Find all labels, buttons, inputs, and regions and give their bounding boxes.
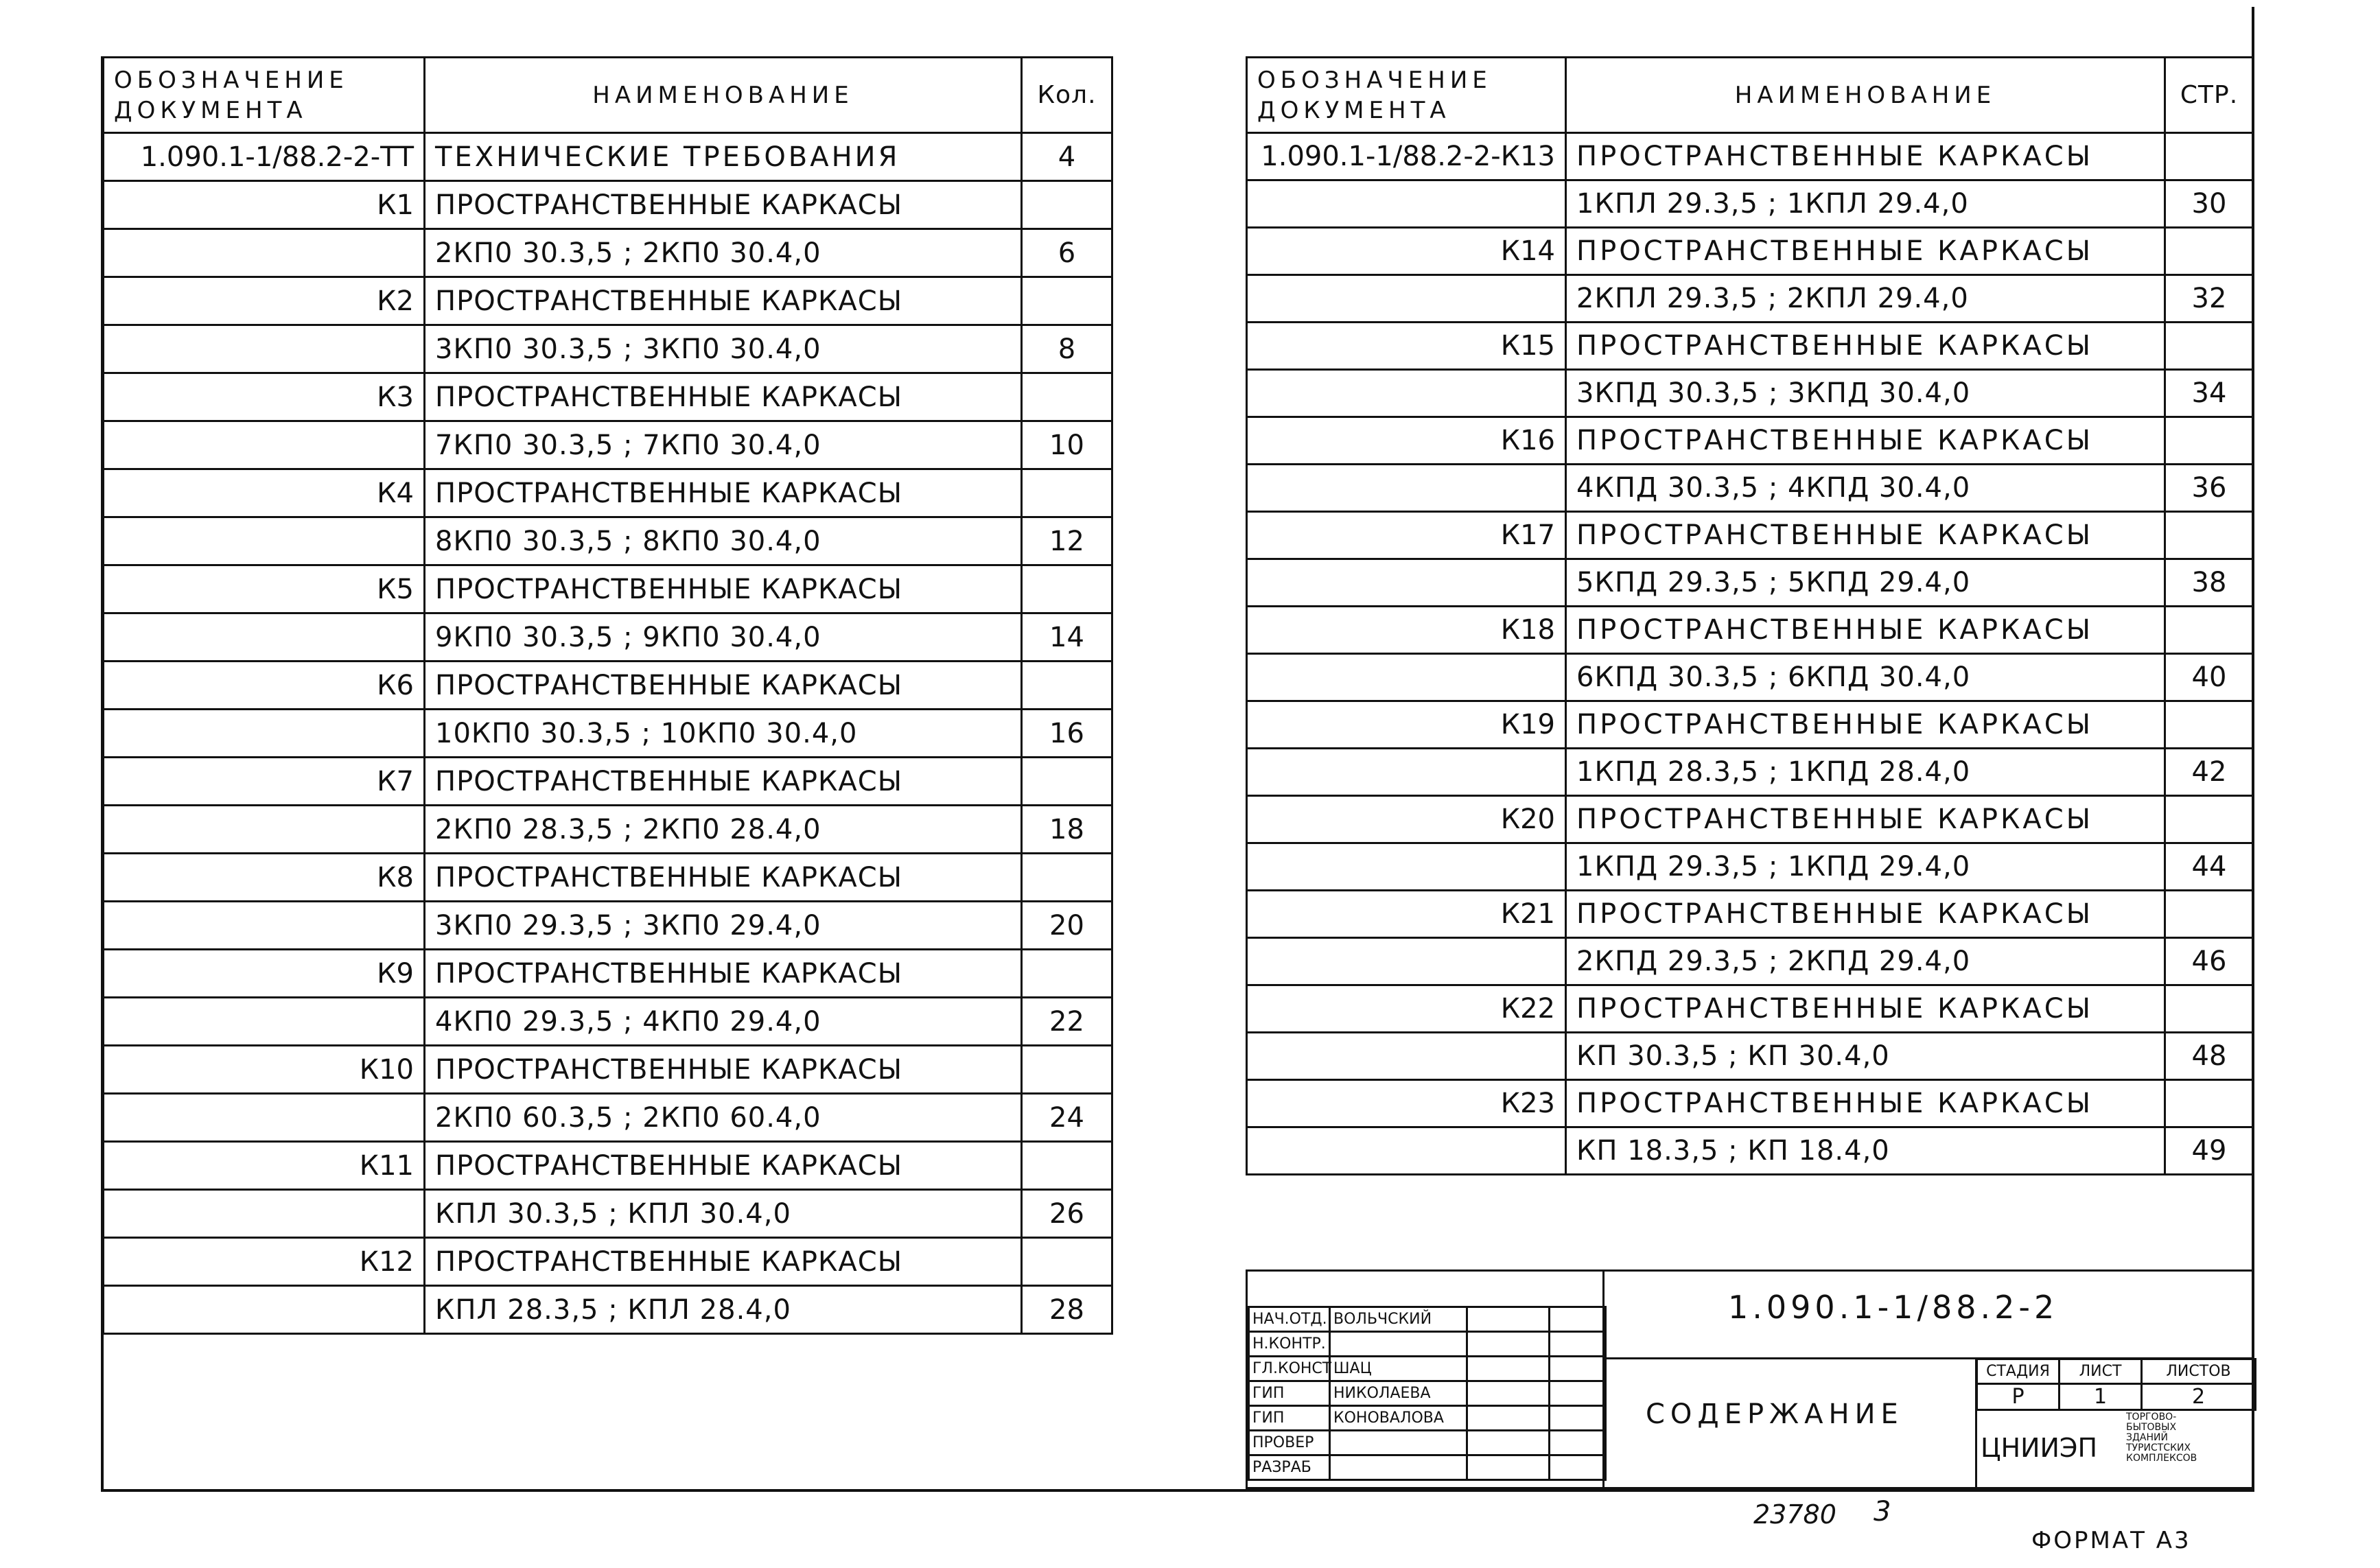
row-designation: К15 [1247,323,1566,370]
row-value [2165,512,2254,559]
signature-name: НИКОЛАЕВА [1330,1381,1467,1406]
signature-sign [1467,1357,1550,1381]
row-value [1022,565,1112,613]
table-row [104,1094,1112,1142]
signature-name: ШАЦ [1330,1357,1467,1381]
row-value: 12 [1022,517,1112,565]
row-value: 32 [2165,275,2254,323]
row-designation: К22 [1247,985,1566,1033]
table-row [1247,370,2254,417]
signature-role: Н.КОНТР. [1249,1332,1330,1357]
row-name: ПРОСТРАНСТВЕННЫЕ КАРКАСЫ [425,565,1022,613]
row-name: 1КПЛ 29.3,5 ; 1КПЛ 29.4,0 [1566,180,2165,228]
row-value [1022,469,1112,517]
stage-label: СТАДИЯ [1977,1359,2060,1384]
row-value: 8 [1022,325,1112,373]
row-value: 46 [2165,938,2254,985]
table-row [104,1286,1112,1334]
row-value: 18 [1022,806,1112,854]
row-name: 2КП0 30.3,5 ; 2КП0 30.4,0 [425,229,1022,277]
row-value: 36 [2165,465,2254,512]
stamp-number: 23780 [1753,1499,1836,1530]
row-name: 3КП0 29.3,5 ; 3КП0 29.4,0 [425,902,1022,950]
row-value: 28 [1022,1286,1112,1334]
row-designation [1247,180,1566,228]
row-value [2165,891,2254,938]
row-designation: К16 [1247,417,1566,465]
row-value: 16 [1022,710,1112,758]
table-row [1247,512,2254,559]
row-value [1022,854,1112,902]
signature-sign [1467,1307,1550,1332]
table-row [104,325,1112,373]
signature-name [1330,1332,1467,1357]
row-value: 4 [1022,133,1112,181]
row-value [1022,758,1112,806]
table-row [104,421,1112,469]
table-row [1247,1080,2254,1127]
signatures-table [1248,1306,1607,1481]
row-value [2165,228,2254,275]
row-value [2165,1080,2254,1127]
stage-value: Р [1977,1384,2060,1410]
row-name: 1КПД 28.3,5 ; 1КПД 28.4,0 [1566,749,2165,796]
row-value [1022,277,1112,325]
row-name: ТЕХНИЧЕСКИЕ ТРЕБОВАНИЯ [425,133,1022,181]
right-contents-table [1246,56,2254,1175]
row-designation [1247,654,1566,701]
row-name: ПРОСТРАНСТВЕННЫЕ КАРКАСЫ [425,181,1022,229]
row-designation: К23 [1247,1080,1566,1127]
row-name: ПРОСТРАНСТВЕННЫЕ КАРКАСЫ [1566,891,2165,938]
row-designation [1247,1127,1566,1175]
row-designation: К1 [104,181,425,229]
row-designation: К12 [104,1238,425,1286]
row-value: 22 [1022,998,1112,1046]
organization-subtitle-line: КОМПЛЕКСОВ [2126,1453,2197,1464]
row-designation [1247,559,1566,607]
signature-date [1550,1332,1606,1357]
table-row [104,1190,1112,1238]
table-row [1247,133,2254,180]
row-name: ПРОСТРАНСТВЕННЫЕ КАРКАСЫ [425,1238,1022,1286]
header-designation: ОБОЗНАЧЕНИЕ ДОКУМЕНТА [1247,58,1566,133]
signature-name: ВОЛЬЧСКИЙ [1330,1307,1467,1332]
sheets-label: ЛИСТОВ [2142,1359,2256,1384]
table-row [1247,228,2254,275]
page-number: 3 [1874,1496,1891,1528]
row-name: 2КПД 29.3,5 ; 2КПД 29.4,0 [1566,938,2165,985]
table-row [104,1142,1112,1190]
row-designation [1247,275,1566,323]
row-designation: К20 [1247,796,1566,843]
row-value [1022,1046,1112,1094]
row-designation: К18 [1247,607,1566,654]
table-row [104,373,1112,421]
signature-row [1249,1455,1606,1480]
table-row [104,613,1112,662]
sheet-value: 1 [2060,1384,2142,1410]
row-value [1022,662,1112,710]
signature-role: РАЗРАБ [1249,1455,1330,1480]
stage-table [1976,1358,2256,1411]
document-title: СОДЕРЖАНИЕ [1646,1399,1904,1430]
signature-sign [1467,1455,1550,1480]
left-contents-table [102,56,1113,1335]
row-designation [104,613,425,662]
row-value: 6 [1022,229,1112,277]
signature-row [1249,1357,1606,1381]
table-row [1247,323,2254,370]
signature-row [1249,1381,1606,1406]
row-designation [104,1190,425,1238]
row-value: 14 [1022,613,1112,662]
row-name: КПЛ 28.3,5 ; КПЛ 28.4,0 [425,1286,1022,1334]
row-value: 49 [2165,1127,2254,1175]
table-row [1247,796,2254,843]
row-name: ПРОСТРАНСТВЕННЫЕ КАРКАСЫ [1566,607,2165,654]
row-name: 10КП0 30.3,5 ; 10КП0 30.4,0 [425,710,1022,758]
row-designation: К11 [104,1142,425,1190]
table-row [104,854,1112,902]
organization: ЦНИИЭП [1981,1433,2098,1463]
row-designation: 1.090.1-1/88.2-2-К13 [1247,133,1566,180]
signature-row [1249,1406,1606,1431]
table-row [1247,938,2254,985]
header-designation: ОБОЗНАЧЕНИЕ ДОКУМЕНТА [104,58,425,133]
row-name: ПРОСТРАНСТВЕННЫЕ КАРКАСЫ [425,854,1022,902]
table-row [1247,843,2254,891]
row-name: 4КП0 29.3,5 ; 4КП0 29.4,0 [425,998,1022,1046]
table-row [1247,1127,2254,1175]
header-page: СТР. [2165,58,2254,133]
row-designation [104,710,425,758]
signature-name [1330,1455,1467,1480]
organization-subtitle [2126,1412,2197,1464]
row-name: ПРОСТРАНСТВЕННЫЕ КАРКАСЫ [425,758,1022,806]
organization-subtitle-line: ЗДАНИЙ [2126,1432,2168,1443]
table-row [104,229,1112,277]
signature-role: ГИП [1249,1381,1330,1406]
signature-date [1550,1307,1606,1332]
row-name: ПРОСТРАНСТВЕННЫЕ КАРКАСЫ [1566,512,2165,559]
signature-date [1550,1357,1606,1381]
title-block [1246,1269,2252,1489]
signature-row [1249,1431,1606,1455]
row-name: ПРОСТРАНСТВЕННЫЕ КАРКАСЫ [425,950,1022,998]
table-row [1247,417,2254,465]
row-designation [104,1094,425,1142]
signature-role: НАЧ.ОТД. [1249,1307,1330,1332]
row-name: 2КПЛ 29.3,5 ; 2КПЛ 29.4,0 [1566,275,2165,323]
row-value: 30 [2165,180,2254,228]
row-name: ПРОСТРАНСТВЕННЫЕ КАРКАСЫ [1566,985,2165,1033]
table-row [104,469,1112,517]
signature-role: ПРОВЕР [1249,1431,1330,1455]
row-designation: 1.090.1-1/88.2-2-ТТ [104,133,425,181]
signature-sign [1467,1381,1550,1406]
row-value: 34 [2165,370,2254,417]
signature-role: ГИП [1249,1406,1330,1431]
sheet-label: ЛИСТ [2060,1359,2142,1384]
row-designation: К14 [1247,228,1566,275]
row-designation [1247,370,1566,417]
table-row [1247,701,2254,749]
row-designation: К3 [104,373,425,421]
table-row [1247,891,2254,938]
table-row [104,1238,1112,1286]
row-name: КП 18.3,5 ; КП 18.4,0 [1566,1127,2165,1175]
sheets-value: 2 [2142,1384,2256,1410]
row-designation [1247,843,1566,891]
row-name: ПРОСТРАНСТВЕННЫЕ КАРКАСЫ [425,1046,1022,1094]
row-designation: К2 [104,277,425,325]
row-name: ПРОСТРАНСТВЕННЫЕ КАРКАСЫ [425,1142,1022,1190]
row-designation: К7 [104,758,425,806]
row-value [2165,607,2254,654]
table-row [1247,749,2254,796]
row-name: ПРОСТРАНСТВЕННЫЕ КАРКАСЫ [1566,133,2165,180]
row-value [2165,417,2254,465]
row-name: ПРОСТРАНСТВЕННЫЕ КАРКАСЫ [425,469,1022,517]
row-name: 6КПД 30.3,5 ; 6КПД 30.4,0 [1566,654,2165,701]
signature-date [1550,1381,1606,1406]
row-designation: К5 [104,565,425,613]
table-row [1247,180,2254,228]
signature-sign [1467,1332,1550,1357]
row-designation [1247,749,1566,796]
table-row [104,950,1112,998]
row-designation [104,998,425,1046]
row-designation: К8 [104,854,425,902]
row-value [1022,181,1112,229]
row-designation [104,1286,425,1334]
row-name: 4КПД 30.3,5 ; 4КПД 30.4,0 [1566,465,2165,512]
row-name: 3КПД 30.3,5 ; 3КПД 30.4,0 [1566,370,2165,417]
row-name: ПРОСТРАНСТВЕННЫЕ КАРКАСЫ [425,662,1022,710]
row-designation [104,325,425,373]
table-row [104,710,1112,758]
organization-subtitle-line: БЫТОВЫХ [2126,1422,2177,1433]
table-row [1247,985,2254,1033]
row-value [2165,796,2254,843]
row-name: 5КПД 29.3,5 ; 5КПД 29.4,0 [1566,559,2165,607]
row-value: 44 [2165,843,2254,891]
row-value: 24 [1022,1094,1112,1142]
row-designation: К19 [1247,701,1566,749]
signature-date [1550,1431,1606,1455]
row-name: ПРОСТРАНСТВЕННЫЕ КАРКАСЫ [1566,228,2165,275]
row-value [1022,373,1112,421]
frame-bottom-border [101,1489,2254,1492]
signature-date [1550,1406,1606,1431]
table-row [104,181,1112,229]
header-name: НАИМЕНОВАНИЕ [1566,58,2165,133]
signature-sign [1467,1431,1550,1455]
row-name: 2КП0 60.3,5 ; 2КП0 60.4,0 [425,1094,1022,1142]
signature-date [1550,1455,1606,1480]
table-row [104,998,1112,1046]
row-name: 9КП0 30.3,5 ; 9КП0 30.4,0 [425,613,1022,662]
row-name: ПРОСТРАНСТВЕННЫЕ КАРКАСЫ [425,373,1022,421]
row-designation: К9 [104,950,425,998]
table-row [104,517,1112,565]
row-value: 42 [2165,749,2254,796]
row-designation: К17 [1247,512,1566,559]
title-separator [1602,1272,1605,1489]
table-row [1247,607,2254,654]
row-value [1022,950,1112,998]
header-name: НАИМЕНОВАНИЕ [425,58,1022,133]
row-name: ПРОСТРАНСТВЕННЫЕ КАРКАСЫ [1566,323,2165,370]
document-code: 1.090.1-1/88.2-2 [1728,1289,2059,1326]
row-value [1022,1142,1112,1190]
row-designation [104,421,425,469]
table-row [104,133,1112,181]
row-value: 20 [1022,902,1112,950]
header-qty: Кол. [1022,58,1112,133]
row-designation [104,229,425,277]
row-designation: К4 [104,469,425,517]
row-designation [104,517,425,565]
signature-row [1249,1307,1606,1332]
signature-name [1330,1431,1467,1455]
table-row [1247,1033,2254,1080]
signature-role: ГЛ.КОНСТ [1249,1357,1330,1381]
format-label: ФОРМАТ А3 [2031,1527,2191,1554]
row-designation: К10 [104,1046,425,1094]
row-value [1022,1238,1112,1286]
row-designation [104,902,425,950]
row-name: ПРОСТРАНСТВЕННЫЕ КАРКАСЫ [425,277,1022,325]
row-value [2165,985,2254,1033]
table-row [1247,559,2254,607]
organization-subtitle-line: ТУРИСТСКИХ [2126,1442,2191,1453]
row-name: ПРОСТРАНСТВЕННЫЕ КАРКАСЫ [1566,701,2165,749]
row-name: ПРОСТРАНСТВЕННЫЕ КАРКАСЫ [1566,1080,2165,1127]
row-designation [1247,465,1566,512]
row-designation: К6 [104,662,425,710]
row-designation [1247,1033,1566,1080]
row-value: 26 [1022,1190,1112,1238]
row-name: ПРОСТРАНСТВЕННЫЕ КАРКАСЫ [1566,417,2165,465]
row-value: 38 [2165,559,2254,607]
signature-sign [1467,1406,1550,1431]
table-row [104,1046,1112,1094]
row-value [2165,133,2254,180]
table-row [104,806,1112,854]
row-value [2165,323,2254,370]
table-row [104,902,1112,950]
row-value [2165,701,2254,749]
table-row [104,565,1112,613]
row-name: КПЛ 30.3,5 ; КПЛ 30.4,0 [425,1190,1022,1238]
row-value: 10 [1022,421,1112,469]
row-name: 3КП0 30.3,5 ; 3КП0 30.4,0 [425,325,1022,373]
table-row [104,662,1112,710]
row-name: 2КП0 28.3,5 ; 2КП0 28.4,0 [425,806,1022,854]
row-designation [104,806,425,854]
row-name: КП 30.3,5 ; КП 30.4,0 [1566,1033,2165,1080]
organization-subtitle-line: ТОРГОВО- [2126,1412,2177,1423]
row-name: ПРОСТРАНСТВЕННЫЕ КАРКАСЫ [1566,796,2165,843]
signature-name: КОНОВАЛОВА [1330,1406,1467,1431]
signature-row [1249,1332,1606,1357]
row-name: 1КПД 29.3,5 ; 1КПД 29.4,0 [1566,843,2165,891]
table-row [1247,275,2254,323]
row-name: 8КП0 30.3,5 ; 8КП0 30.4,0 [425,517,1022,565]
table-row [1247,465,2254,512]
row-designation [1247,938,1566,985]
table-row [104,758,1112,806]
table-row [1247,654,2254,701]
row-name: 7КП0 30.3,5 ; 7КП0 30.4,0 [425,421,1022,469]
row-value: 48 [2165,1033,2254,1080]
row-value: 40 [2165,654,2254,701]
table-row [104,277,1112,325]
row-designation: К21 [1247,891,1566,938]
